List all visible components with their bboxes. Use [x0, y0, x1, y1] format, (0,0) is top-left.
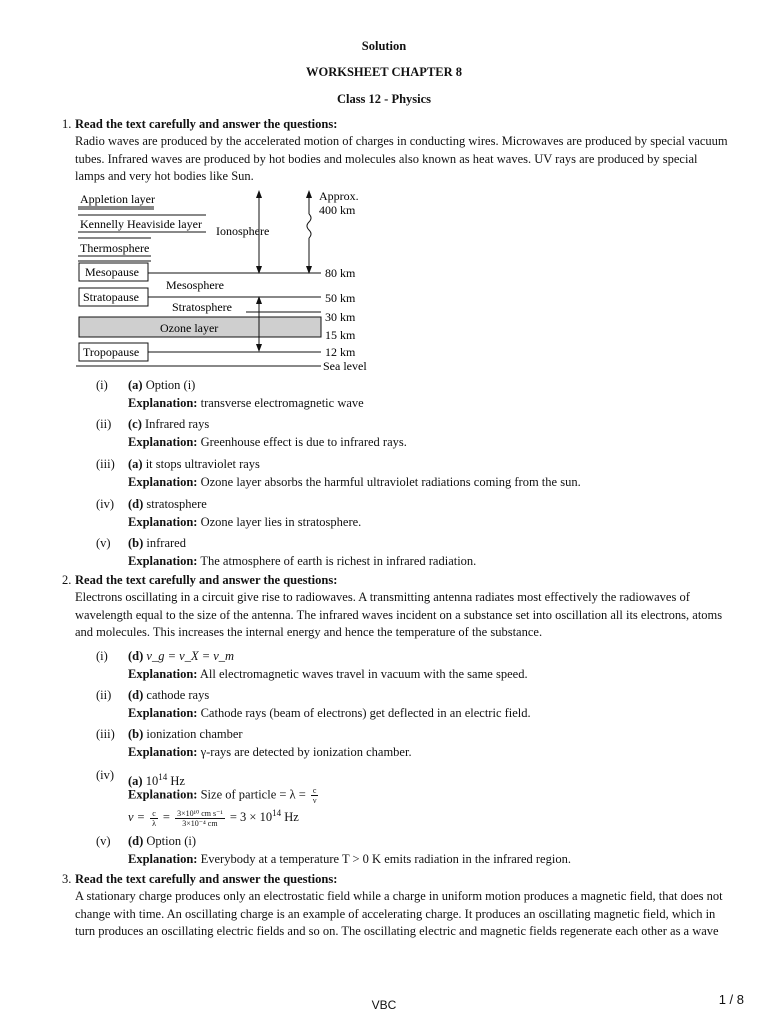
sub-number: (i) [96, 649, 108, 663]
kennelly-heaviside-label: Kennelly Heaviside layer [80, 217, 202, 231]
question-title: Read the text carefully and answer the questions: [75, 872, 338, 886]
explanation-label: Explanation: [128, 667, 198, 681]
stratopause-label: Stratopause [83, 290, 139, 304]
explanation-label: Explanation: [128, 745, 198, 759]
explanation-text: The atmosphere of earth is richest in infrared radiation. [200, 554, 477, 568]
passage-line: A stationary charge produces only an electrostatic field while a charge in uniform motion produces a magnetic field, that does not [75, 889, 723, 903]
page-number: 1 / 8 [718, 992, 744, 1007]
answer-text: Option (i) [145, 378, 196, 392]
ionosphere-label: Ionosphere [216, 224, 270, 238]
answer-text: Infrared rays [145, 417, 210, 431]
explanation-label: Explanation: [128, 554, 198, 568]
answer-text: ionization chamber [146, 727, 243, 741]
mesosphere-label: Mesosphere [166, 278, 224, 292]
footer-label: VBC [371, 998, 397, 1012]
explanation-label: Explanation: [128, 396, 198, 410]
answer-exponent: 14 [158, 772, 168, 782]
sub-number: (iv) [96, 497, 115, 511]
thermosphere-label: Thermosphere [80, 241, 150, 255]
sea-level-label: Sea level [323, 359, 367, 373]
solution-heading: Solution [361, 39, 407, 53]
height-30km-label: 30 km [325, 310, 356, 324]
passage-line: lamps and very hot bodies like Sun. [75, 169, 254, 183]
answer-text: it stops ultraviolet rays [145, 457, 260, 471]
option-letter: (a) [128, 457, 143, 471]
question-number: 1. [62, 117, 72, 131]
explanation-text: Size of particle = λ = [200, 787, 309, 802]
explanation-label: Explanation: [128, 787, 198, 802]
explanation-text: Ozone layer lies in stratosphere. [200, 515, 362, 529]
explanation-label: Explanation: [128, 852, 198, 866]
frequency-equation: ν = $\frac{c}{\lambda}$ = $\frac{\text{3×10¹⁰ cm s⁻¹}}{\text{3×10⁻⁴ cm}}$ = $3 \times 10^{14}$ Hz [128, 808, 299, 828]
answer-text: Option (i) [146, 834, 197, 848]
answer-text: cathode rays [146, 688, 210, 702]
height-12km-label: 12 km [325, 345, 356, 359]
answer-text: stratosphere [146, 497, 207, 511]
passage-line: and molecules. This increases the internal energy and hence the temperature of the substance. [75, 625, 543, 639]
height-400km-label: 400 km [319, 203, 356, 217]
explanation-label: Explanation: [128, 706, 198, 720]
sub-number: (v) [96, 536, 111, 550]
mesopause-label: Mesopause [85, 265, 139, 279]
explanation-text: transverse electromagnetic wave [200, 396, 364, 410]
worksheet-title: WORKSHEET CHAPTER 8 [305, 65, 463, 79]
explanation-text: Ozone layer absorbs the harmful ultraviolet radiations coming from the sun. [200, 475, 581, 489]
explanation-text: Greenhouse effect is due to infrared rays. [200, 435, 407, 449]
option-letter: (a) [128, 774, 143, 789]
sub-number: (iii) [96, 457, 115, 471]
stratosphere-label: Stratosphere [172, 300, 232, 314]
question-passage [75, 888, 740, 941]
class-subtitle: Class 12 - Physics [336, 92, 432, 106]
ozone-layer-label: Ozone layer [160, 321, 219, 335]
passage-line: Electrons oscillating in a circuit give rise to radiowaves. A transmitting antenna radiates most effectively the radiowaves of [75, 590, 690, 604]
explanation-text: Cathode rays (beam of electrons) get deflected in an electric field. [200, 706, 531, 720]
tropopause-label: Tropopause [83, 345, 140, 359]
explanation-text: γ-rays are detected by ionization chamber. [200, 745, 412, 759]
answer-formula: v_g = v_X = v_m [146, 649, 235, 663]
sub-number: (i) [96, 378, 108, 392]
question-number: 2. [62, 573, 72, 587]
answer-unit: Hz [167, 774, 185, 789]
question-number: 3. [62, 872, 72, 886]
height-approx-label: Approx. [319, 189, 359, 203]
explanation-label: Explanation: [128, 475, 198, 489]
question-title: Read the text carefully and answer the questions: [75, 117, 338, 131]
explanation-label: Explanation: [128, 435, 198, 449]
question-passage [75, 133, 740, 186]
sub-number: (ii) [96, 688, 112, 702]
option-letter: (a) [128, 378, 143, 392]
explanation-text: All electromagnetic waves travel in vacuum with the same speed. [199, 667, 528, 681]
height-15km-label: 15 km [325, 328, 356, 342]
sub-number: (iv) [96, 768, 115, 782]
explanation-label: Explanation: [128, 515, 198, 529]
option-letter: (b) [128, 727, 144, 741]
answer-text: 10 [145, 774, 159, 789]
question-passage [75, 589, 740, 642]
passage-line: change with time. An oscillating charge is an example of accelerating charge. It produces an oscillating magnetic field, which in [75, 906, 716, 921]
option-letter: (d) [128, 649, 144, 663]
question-title: Read the text carefully and answer the questions: [75, 573, 338, 587]
explanation-text: Everybody at a temperature T > 0 K emits radiation in the infrared region. [200, 852, 571, 866]
q2-sub-answer [96, 767, 736, 827]
sub-number: (v) [96, 834, 111, 848]
passage-line: turn produces an oscillating electric fields and so on. The oscillating electric and magnetic fields regenerate each other as a wave [75, 924, 719, 938]
option-letter: (d) [128, 688, 144, 702]
fraction: $\frac{c}{\nu}$ [312, 786, 317, 805]
option-letter: (b) [128, 536, 144, 550]
sub-number: (ii) [96, 417, 112, 431]
passage-line: tubes. Infrared waves are produced by hot bodies and molecules also known as heat waves. UV rays are produced by special [75, 151, 698, 166]
option-letter: (c) [128, 417, 142, 431]
height-80km-label: 80 km [325, 266, 356, 280]
passage-line: wavelength equal to the size of the antenna. The infrared waves incident on a substance set into oscillation all its electrons, atoms [75, 607, 723, 622]
option-letter: (d) [128, 834, 144, 848]
height-50km-label: 50 km [325, 291, 356, 305]
answer-text: infrared [146, 536, 186, 550]
atmosphere-diagram [76, 186, 376, 376]
option-letter: (d) [128, 497, 144, 511]
sub-number: (iii) [96, 727, 115, 741]
passage-line: Radio waves are produced by the accelerated motion of charges in conducting wires. Microwaves are produced by special vacuum [75, 134, 728, 148]
appletion-layer-label: Appletion layer [80, 192, 155, 206]
